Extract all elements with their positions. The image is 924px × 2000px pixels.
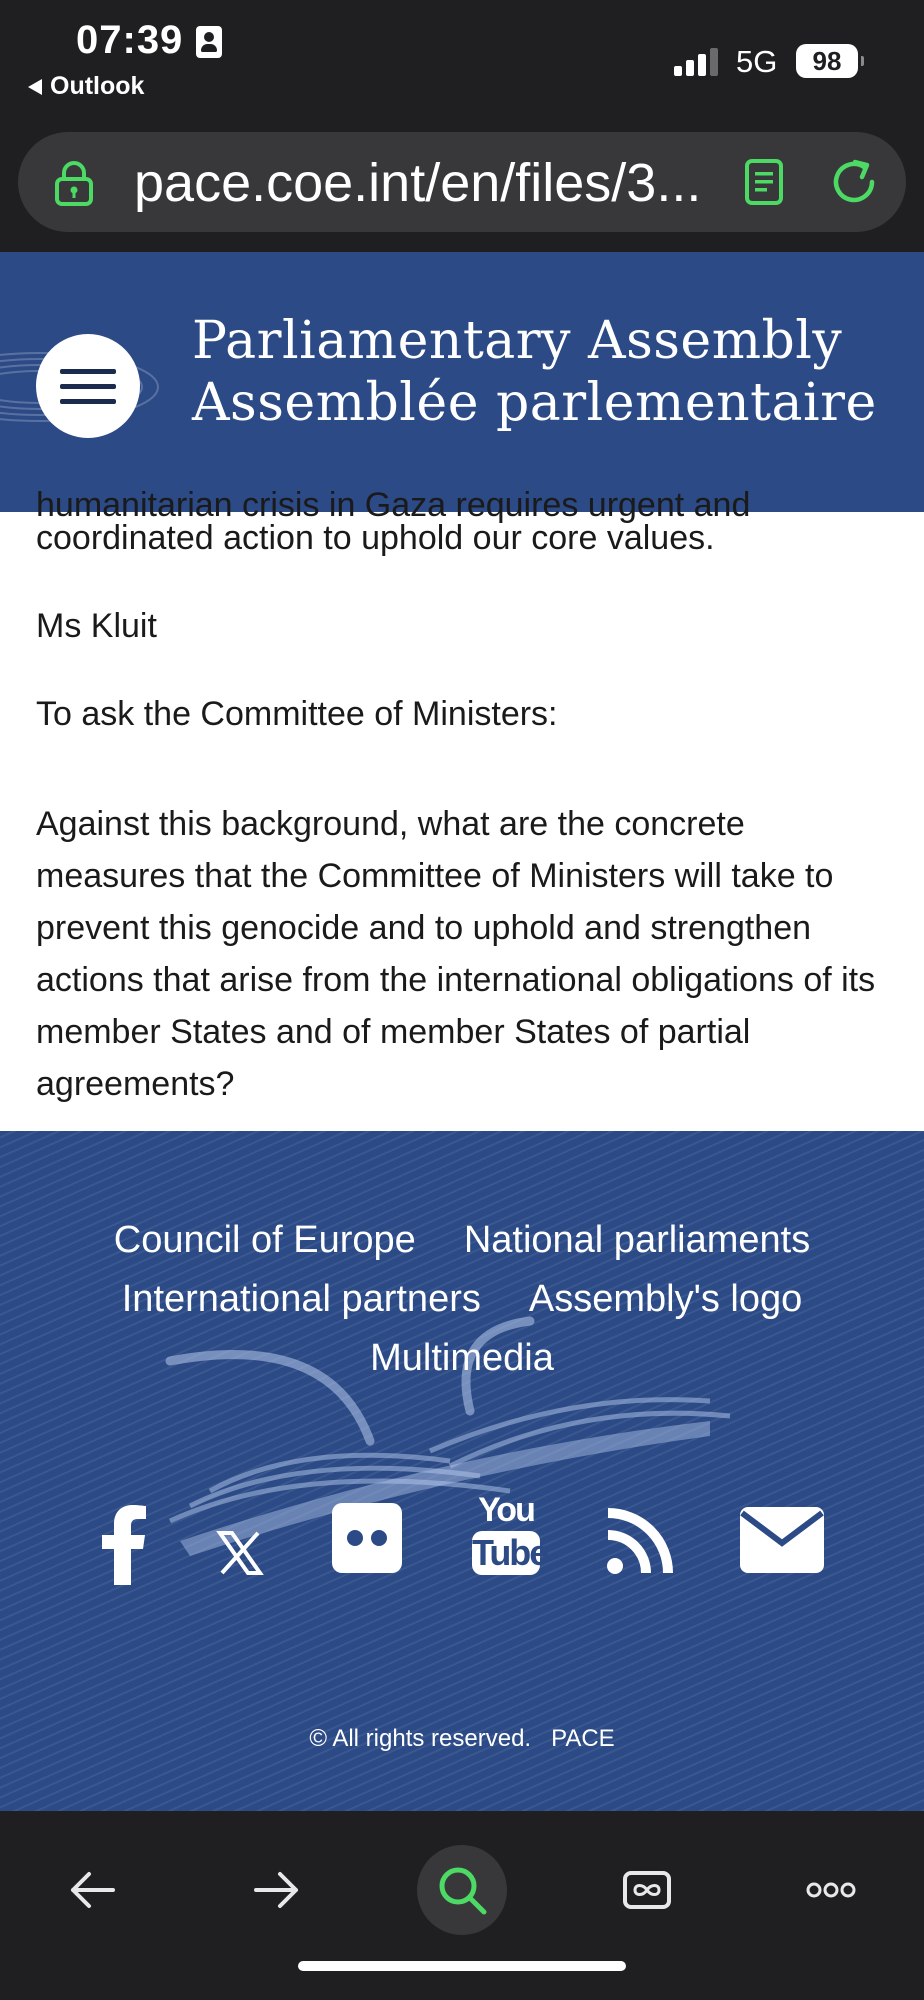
tabs-infinity-icon: [622, 1870, 672, 1910]
x-twitter-icon[interactable]: [218, 1531, 262, 1575]
forward-button[interactable]: [232, 1845, 322, 1935]
arrow-right-icon: [252, 1870, 302, 1910]
question-text: Against this background, what are the concrete measures that the Committee of Ministers will take to prevent this genocide and to uphold and strengthen actions that arise from the international obligations of its member States and of member States of partial agreements?: [36, 805, 876, 1103]
speaker-name: Ms Kluit: [36, 607, 157, 645]
back-button[interactable]: [47, 1845, 137, 1935]
article-body: [0, 486, 924, 1131]
paragraph-continued: coordinated action to uphold our core values.: [36, 519, 715, 557]
cut-off-line: humanitarian crisis in Gaza requires urgent and: [36, 486, 751, 524]
search-icon: [436, 1864, 488, 1916]
rss-icon[interactable]: [606, 1509, 672, 1575]
youtube-bottom-label: Tube: [472, 1532, 548, 1573]
home-indicator[interactable]: [298, 1961, 626, 1971]
site-title-fr: Assemblée parlementaire: [192, 373, 877, 433]
menu-bar: [60, 399, 116, 404]
footer-link-assembly-logo[interactable]: Assembly's logo: [528, 1278, 803, 1320]
site-title[interactable]: [192, 310, 877, 434]
site-footer: [0, 1131, 924, 1811]
youtube-top-label: You: [478, 1491, 534, 1529]
menu-button[interactable]: [36, 334, 140, 438]
contact-card-icon: [196, 26, 222, 58]
footer-link-international-partners[interactable]: International partners: [121, 1278, 481, 1320]
status-time: 07:39: [76, 18, 184, 62]
footer-link-multimedia[interactable]: Multimedia: [370, 1337, 554, 1379]
back-app-label: Outlook: [50, 72, 145, 100]
social-icons: [0, 1491, 924, 1601]
reload-icon[interactable]: [828, 156, 880, 208]
menu-bar: [60, 369, 116, 374]
reader-mode-icon[interactable]: [744, 158, 784, 206]
copyright-notice: [0, 1725, 924, 1753]
footer-links: [0, 1211, 924, 1388]
question-intro: To ask the Committee of Ministers:: [36, 695, 558, 733]
flickr-icon[interactable]: [332, 1503, 402, 1573]
site-title-en: Parliamentary Assembly: [192, 311, 843, 371]
footer-link-council-of-europe[interactable]: Council of Europe: [113, 1219, 416, 1261]
more-button[interactable]: [786, 1845, 876, 1935]
address-bar[interactable]: [18, 132, 906, 232]
email-icon[interactable]: [740, 1507, 824, 1573]
url-text[interactable]: pace.coe.int/en/files/3...: [134, 153, 702, 213]
status-bar: [0, 0, 924, 120]
site-header: [0, 252, 924, 512]
org-label[interactable]: PACE: [551, 1725, 615, 1752]
menu-bar: [60, 384, 116, 389]
browser-toolbar: [0, 1811, 924, 2000]
arrow-left-icon: [67, 1870, 117, 1910]
tabs-button[interactable]: [602, 1845, 692, 1935]
footer-link-national-parliaments[interactable]: National parliaments: [463, 1219, 811, 1261]
lock-icon[interactable]: [54, 160, 94, 206]
back-to-app-button[interactable]: [28, 72, 144, 101]
signal-icon: [674, 46, 722, 76]
battery-icon: 98: [796, 44, 858, 78]
youtube-icon[interactable]: [472, 1491, 548, 1575]
network-label: 5G: [736, 44, 778, 79]
search-button[interactable]: [417, 1845, 507, 1935]
back-triangle-icon: [28, 79, 42, 95]
facebook-icon[interactable]: [100, 1505, 148, 1585]
more-dots-icon: [806, 1880, 856, 1900]
copyright-text: © All rights reserved.: [309, 1725, 532, 1752]
